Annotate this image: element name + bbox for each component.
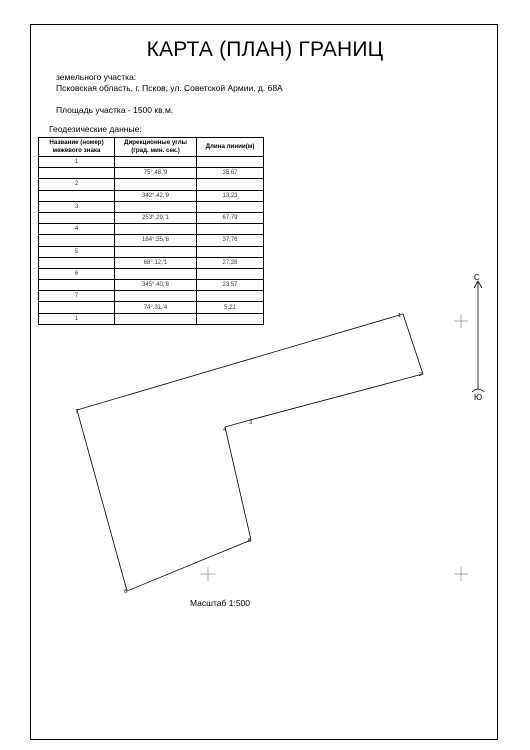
parcel-boundary [77,314,423,591]
point-label-4: 4 [223,427,227,433]
cell-mark-name: 4 [39,224,115,235]
header-direction-angle: Дирекционные углы (град. мин. сек.) [115,138,197,157]
geodata-title: Геодезические данные: [49,124,142,134]
cell-direction-angle: 75°.48,'9 [115,168,197,179]
cell-line-length: 13,23 [197,190,264,201]
cell-line-length: 27,28 [197,257,264,268]
parcel-area: Площадь участка - 1500 кв.м. [56,105,174,115]
header-line-length: Длина линии(м) [197,138,264,157]
cell-line-length: 67,79 [197,212,264,223]
compass-south-label: Ю [474,393,483,402]
cell-mark-name: 6 [39,268,115,279]
point-label-5: 5 [248,538,252,544]
cell-direction-angle: 253°.29,'1 [115,212,197,223]
cell-mark-name: 3 [39,201,115,212]
cell-direction-angle: 345°.40,'8 [115,280,197,291]
cell-line-length: 5,21 [197,302,264,313]
map-title: КАРТА (ПЛАН) ГРАНИЦ [146,38,384,61]
point-label-2: 2 [419,372,423,378]
point-label-3: 3 [249,420,253,426]
parcel-label: земельного участка: [56,72,137,82]
cell-direction-angle: 184°.55,'8 [115,235,197,246]
cell-line-length: 37,76 [197,235,264,246]
grid-crosses [201,314,468,581]
point-label-6: 6 [124,589,128,595]
cell-mark-name: 5 [39,246,115,257]
cell-direction-angle: 74°.31,'4 [115,302,197,313]
cell-mark-name: 1 [39,313,115,324]
compass-arrow [472,281,484,392]
cell-direction-angle: 342°.42,'9 [115,190,197,201]
parcel-address: Псковская область, г. Псков, ул. Советской Армии, д. 68А [56,83,283,93]
scale-label: Масштаб 1:500 [190,598,250,608]
cell-mark-name: 2 [39,179,115,190]
cell-line-length: 35,67 [197,168,264,179]
point-label-1: 1 [398,313,402,319]
cell-mark-name: 7 [39,291,115,302]
cell-line-length: 23,57 [197,280,264,291]
cell-direction-angle: 68°.12,'1 [115,257,197,268]
compass-north-label: С [474,273,480,282]
point-label-7: 7 [75,409,79,415]
cell-mark-name: 1 [39,157,115,168]
header-mark-name: Название (номер) межевого знака [39,138,115,157]
